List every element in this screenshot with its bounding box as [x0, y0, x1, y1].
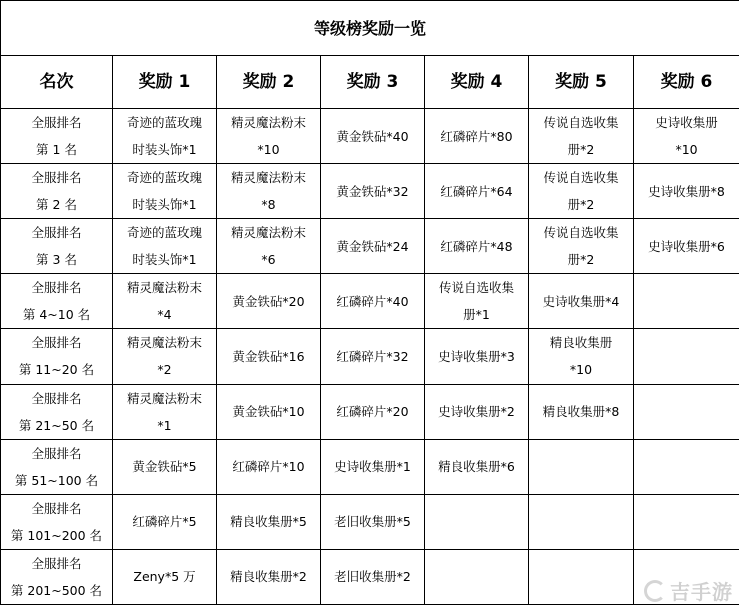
table-row: [1, 439, 739, 494]
reward-cell: 精良收集册*6: [425, 439, 529, 494]
reward-cell: 红磷碎片*48: [425, 219, 529, 274]
watermark-text: 吉手游: [670, 580, 733, 604]
reward-cell: [634, 274, 739, 329]
reward-cell: 奇迹的蓝玫瑰 时装头饰*1: [113, 109, 217, 164]
reward-cell: [425, 494, 529, 549]
table-row: [1, 109, 739, 164]
column-header: 名次: [1, 56, 113, 109]
reward-cell: 史诗收集册*8: [634, 164, 739, 219]
reward-cell: 黄金铁砧*40: [321, 109, 425, 164]
reward-cell: 传说自选收集 册*1: [425, 274, 529, 329]
reward-cell: 精良收集册*8: [529, 384, 634, 439]
reward-cell: 史诗收集册*4: [529, 274, 634, 329]
reward-cell: 黄金铁砧*5: [113, 439, 217, 494]
table-title: 等级榜奖励一览: [1, 1, 739, 56]
table-row: [1, 274, 739, 329]
rank-cell: 全服排名 第 4~10 名: [1, 274, 113, 329]
reward-cell: 红磷碎片*32: [321, 329, 425, 384]
reward-cell: 红磷碎片*10: [217, 439, 321, 494]
reward-cell: 黄金铁砧*24: [321, 219, 425, 274]
column-header: 奖励 1: [113, 56, 217, 109]
reward-cell: 史诗收集册*1: [321, 439, 425, 494]
table-row: [1, 164, 739, 219]
reward-cell: 黄金铁砧*32: [321, 164, 425, 219]
header-row: [1, 56, 739, 109]
column-header: 奖励 4: [425, 56, 529, 109]
reward-cell: [634, 494, 739, 549]
reward-cell: [634, 439, 739, 494]
reward-cell: [634, 384, 739, 439]
reward-cell: 史诗收集册*3: [425, 329, 529, 384]
table-body: [1, 109, 739, 605]
reward-cell: 精良收集册*2: [217, 549, 321, 604]
reward-cell: 精灵魔法粉末 *8: [217, 164, 321, 219]
reward-cell: 黄金铁砧*16: [217, 329, 321, 384]
rank-cell: 全服排名 第 3 名: [1, 219, 113, 274]
reward-cell: 精良收集册 *10: [529, 329, 634, 384]
reward-cell: 红磷碎片*80: [425, 109, 529, 164]
reward-cell: 史诗收集册 *10: [634, 109, 739, 164]
reward-cell: [425, 549, 529, 604]
reward-cell: [529, 549, 634, 604]
table-row: [1, 329, 739, 384]
reward-cell: 史诗收集册*6: [634, 219, 739, 274]
reward-cell: 红磷碎片*64: [425, 164, 529, 219]
reward-cell: 红磷碎片*40: [321, 274, 425, 329]
rank-cell: 全服排名 第 101~200 名: [1, 494, 113, 549]
rank-cell: 全服排名 第 51~100 名: [1, 439, 113, 494]
rank-cell: 全服排名 第 1 名: [1, 109, 113, 164]
column-header: 奖励 3: [321, 56, 425, 109]
reward-cell: 精良收集册*5: [217, 494, 321, 549]
column-header: 奖励 5: [529, 56, 634, 109]
reward-cell: 精灵魔法粉末 *2: [113, 329, 217, 384]
reward-cell: 红磷碎片*5: [113, 494, 217, 549]
reward-cell: 精灵魔法粉末 *4: [113, 274, 217, 329]
rank-cell: 全服排名 第 21~50 名: [1, 384, 113, 439]
table-row: [1, 494, 739, 549]
reward-cell: 红磷碎片*20: [321, 384, 425, 439]
table-row: [1, 549, 739, 604]
reward-cell: 传说自选收集 册*2: [529, 109, 634, 164]
reward-cell: 精灵魔法粉末 *6: [217, 219, 321, 274]
reward-cell: 奇迹的蓝玫瑰 时装头饰*1: [113, 164, 217, 219]
rank-cell: 全服排名 第 11~20 名: [1, 329, 113, 384]
column-header: 奖励 2: [217, 56, 321, 109]
reward-cell: 精灵魔法粉末 *10: [217, 109, 321, 164]
reward-cell: 黄金铁砧*10: [217, 384, 321, 439]
reward-cell: [529, 494, 634, 549]
reward-cell: Zeny*5 万: [113, 549, 217, 604]
reward-cell: 史诗收集册*2: [425, 384, 529, 439]
table-row: [1, 219, 739, 274]
reward-cell: [529, 439, 634, 494]
reward-cell: 黄金铁砧*20: [217, 274, 321, 329]
rank-cell: 全服排名 第 201~500 名: [1, 549, 113, 604]
reward-cell: 老旧收集册*2: [321, 549, 425, 604]
rank-cell: 全服排名 第 2 名: [1, 164, 113, 219]
reward-cell: 老旧收集册*5: [321, 494, 425, 549]
watermark: [644, 576, 733, 605]
g-logo-icon: [644, 580, 666, 602]
column-header: 奖励 6: [634, 56, 739, 109]
reward-cell: [634, 329, 739, 384]
table-row: [1, 384, 739, 439]
reward-cell: 奇迹的蓝玫瑰 时装头饰*1: [113, 219, 217, 274]
reward-cell: 传说自选收集 册*2: [529, 164, 634, 219]
reward-cell: 传说自选收集 册*2: [529, 219, 634, 274]
reward-cell: 精灵魔法粉末 *1: [113, 384, 217, 439]
